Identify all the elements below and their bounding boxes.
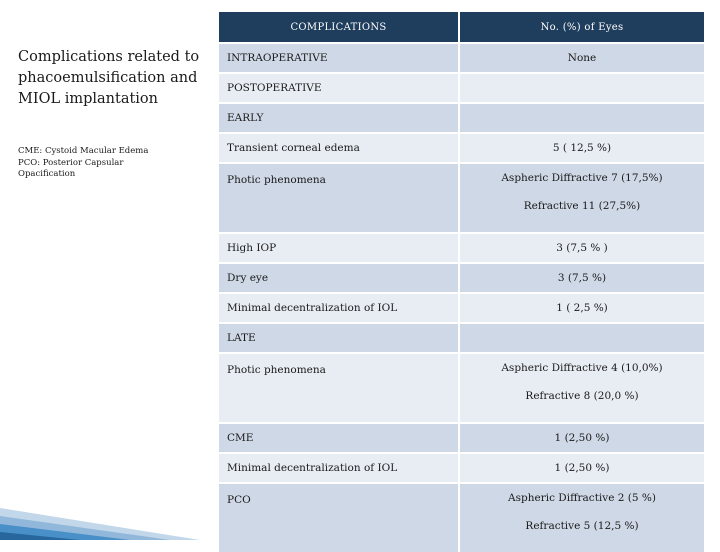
eye-count-cell bbox=[459, 423, 704, 453]
complication-label: High IOP bbox=[219, 233, 459, 263]
eye-count-value: Refractive 8 (20,0 %) bbox=[525, 390, 639, 402]
eye-count-cell bbox=[459, 483, 704, 552]
eye-count-cell bbox=[459, 453, 704, 483]
table-row bbox=[219, 103, 704, 133]
complication-label: INTRAOPERATIVE bbox=[219, 43, 459, 73]
complication-label: Transient corneal edema bbox=[219, 133, 459, 163]
eye-count-value: Refractive 11 (27,5%) bbox=[523, 200, 641, 212]
complication-label: CME bbox=[219, 423, 459, 453]
table-row bbox=[219, 163, 704, 233]
table-row bbox=[219, 353, 704, 423]
table-row bbox=[219, 293, 704, 323]
complications-table bbox=[219, 12, 704, 552]
eye-count-value: 1 (2,50 %) bbox=[554, 462, 610, 474]
complication-label: Photic phenomena bbox=[219, 163, 459, 233]
complication-label: PCO bbox=[219, 483, 459, 552]
table-row bbox=[219, 43, 704, 73]
complication-label: LATE bbox=[219, 323, 459, 353]
eye-count-cell bbox=[459, 293, 704, 323]
eye-count-cell bbox=[459, 43, 704, 73]
table-header-row bbox=[219, 12, 704, 43]
table-row bbox=[219, 323, 704, 353]
eye-count-value: 1 ( 2,5 %) bbox=[556, 302, 608, 314]
eye-count-value: Aspheric Diffractive 7 (17,5%) bbox=[501, 172, 663, 184]
eye-count-value: Aspheric Diffractive 4 (10,0%) bbox=[501, 362, 663, 374]
table-row bbox=[219, 73, 704, 103]
table-row bbox=[219, 233, 704, 263]
decorative-corner-stripes bbox=[0, 450, 200, 540]
table-row bbox=[219, 263, 704, 293]
eye-count-cell bbox=[459, 353, 704, 423]
complication-label: EARLY bbox=[219, 103, 459, 133]
table-row bbox=[219, 453, 704, 483]
header-complications: COMPLICATIONS bbox=[219, 12, 459, 43]
note-pco-cont: Opacification bbox=[18, 169, 76, 179]
table-row bbox=[219, 483, 704, 552]
note-cme: CME: Cystoid Macular Edema bbox=[18, 146, 149, 156]
eye-count-value: 5 ( 12,5 %) bbox=[552, 142, 612, 154]
note-pco: PCO: Posterior Capsular bbox=[18, 157, 124, 168]
table-row bbox=[219, 133, 704, 163]
eye-count-value: 3 (7,5 % ) bbox=[556, 242, 608, 254]
eye-count-cell bbox=[459, 233, 704, 263]
complication-label: Dry eye bbox=[219, 263, 459, 293]
complication-label: POSTOPERATIVE bbox=[219, 73, 459, 103]
complication-label: Photic phenomena bbox=[219, 353, 459, 423]
slide-title: Complications related to phacoemulsification and MIOL implantation bbox=[18, 48, 200, 107]
table-row bbox=[219, 423, 704, 453]
eye-count-value: Aspheric Diffractive 2 (5 %) bbox=[508, 492, 656, 504]
eye-count-cell bbox=[459, 103, 704, 133]
eye-count-value: 3 (7,5 %) bbox=[557, 272, 607, 284]
eye-count-cell bbox=[459, 323, 704, 353]
eye-count-value: Refractive 5 (12,5 %) bbox=[525, 520, 639, 532]
abbreviation-notes bbox=[18, 146, 213, 181]
complication-label: Minimal decentralization of IOL bbox=[219, 293, 459, 323]
eye-count-cell bbox=[459, 133, 704, 163]
eye-count-value: None bbox=[567, 52, 597, 64]
complication-label: Minimal decentralization of IOL bbox=[219, 453, 459, 483]
eye-count-cell bbox=[459, 73, 704, 103]
header-eyes: No. (%) of Eyes bbox=[459, 12, 704, 43]
eye-count-value: 1 (2,50 %) bbox=[554, 432, 610, 444]
eye-count-cell bbox=[459, 163, 704, 233]
eye-count-cell bbox=[459, 263, 704, 293]
